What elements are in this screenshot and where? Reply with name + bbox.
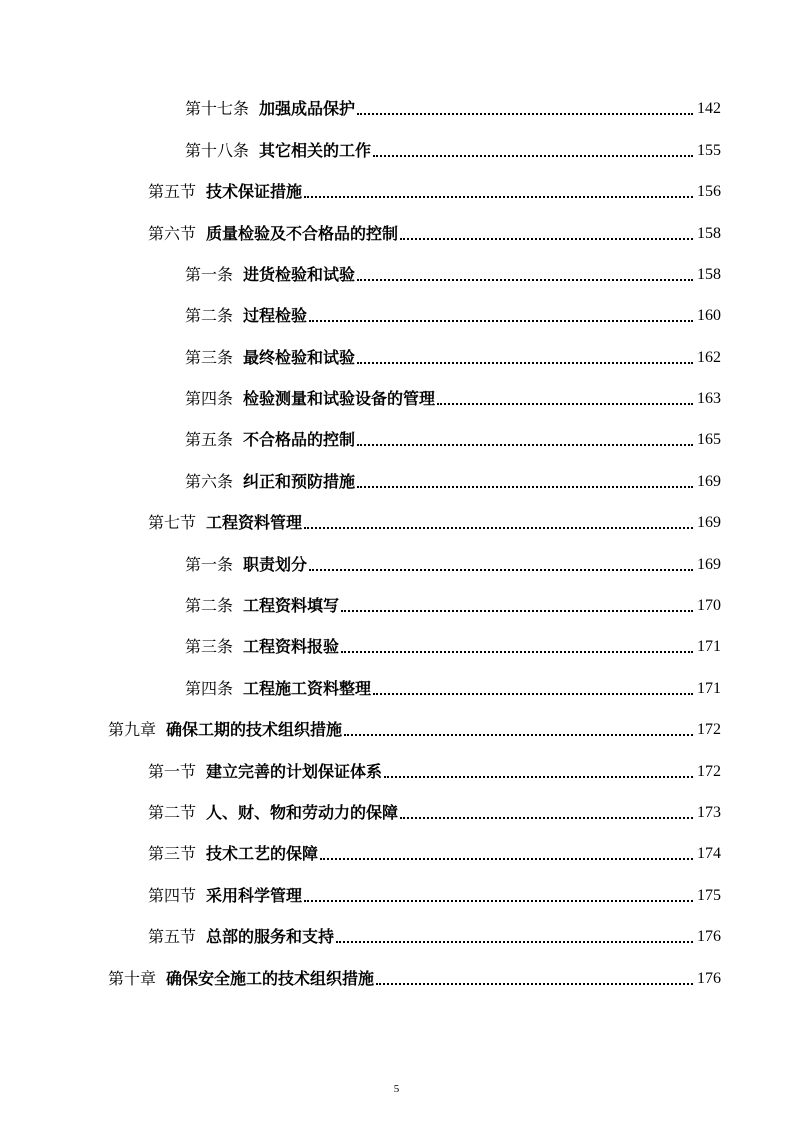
dot-leader	[357, 362, 693, 364]
toc-entry-page: 158	[697, 266, 721, 283]
toc-entry[interactable]	[185, 594, 721, 618]
toc-entry-page: 142	[697, 100, 721, 117]
toc-entry[interactable]	[185, 304, 721, 328]
toc-entry-title: 工程资料报验	[243, 637, 340, 656]
toc-entry-title: 工程施工资料整理	[243, 679, 372, 698]
dot-leader	[437, 403, 693, 405]
toc-entry[interactable]	[185, 470, 721, 494]
dot-leader	[304, 196, 693, 198]
toc-entry-page: 175	[697, 887, 721, 904]
toc-entry-number: 第三节	[148, 844, 197, 863]
toc-entry[interactable]	[148, 801, 721, 825]
toc-entry-page: 169	[697, 473, 721, 490]
toc-entry-number: 第二节	[148, 803, 197, 822]
toc-entry[interactable]	[185, 139, 721, 163]
dot-leader	[357, 486, 693, 488]
toc-entry-number: 第二条	[185, 306, 234, 325]
toc-entry[interactable]	[185, 635, 721, 659]
toc-entry-number: 第五节	[148, 182, 197, 201]
toc-entry-title: 其它相关的工作	[259, 141, 372, 160]
toc-entry-page: 173	[697, 804, 721, 821]
toc-entry-title: 工程资料填写	[243, 596, 340, 615]
dot-leader	[373, 155, 693, 157]
dot-leader	[400, 817, 693, 819]
toc-entry-number: 第六条	[185, 472, 234, 491]
toc-entry-page: 172	[697, 763, 721, 780]
toc-entry-page: 162	[697, 349, 721, 366]
dot-leader	[336, 941, 693, 943]
dot-leader	[400, 238, 693, 240]
dot-leader	[357, 113, 693, 115]
dot-leader	[373, 693, 693, 695]
toc-entry-number: 第十章	[108, 969, 157, 988]
dot-leader	[320, 858, 693, 860]
toc-entry[interactable]	[185, 263, 721, 287]
toc-entry[interactable]	[148, 760, 721, 784]
toc-entry[interactable]	[185, 553, 721, 577]
page-number: 5	[393, 1083, 400, 1095]
toc-entry-title: 职责划分	[243, 555, 308, 574]
toc-entry-page: 174	[697, 845, 721, 862]
toc-entry-title: 过程检验	[243, 306, 308, 325]
toc-entry-title: 人、财、物和劳动力的保障	[206, 803, 399, 822]
toc-entry-number: 第十八条	[185, 141, 250, 160]
toc-entry-number: 第二条	[185, 596, 234, 615]
dot-leader	[304, 900, 693, 902]
toc-entry[interactable]	[108, 967, 721, 991]
dot-leader	[376, 983, 693, 985]
toc-entry-number: 第九章	[108, 720, 157, 739]
toc-entry-page: 176	[697, 970, 721, 987]
toc-entry[interactable]	[185, 346, 721, 370]
toc-entry-number: 第六节	[148, 224, 197, 243]
toc-entry-number: 第一节	[148, 762, 197, 781]
toc-entry-number: 第三条	[185, 348, 234, 367]
toc-entry-page: 169	[697, 514, 721, 531]
dot-leader	[384, 776, 693, 778]
toc-entry-title: 纠正和预防措施	[243, 472, 356, 491]
toc-entry[interactable]	[185, 387, 721, 411]
toc-entry[interactable]	[108, 718, 721, 742]
toc-entry-number: 第十七条	[185, 99, 250, 118]
toc-entry-title: 采用科学管理	[206, 886, 303, 905]
toc-entry-number: 第四节	[148, 886, 197, 905]
toc-entry[interactable]	[148, 222, 721, 246]
dot-leader	[341, 651, 693, 653]
toc-entry-number: 第一条	[185, 555, 234, 574]
toc-entry-number: 第一条	[185, 265, 234, 284]
toc-entry-number: 第三条	[185, 637, 234, 656]
dot-leader	[304, 527, 693, 529]
toc-entry-title: 总部的服务和支持	[206, 927, 335, 946]
toc-entry-title: 检验测量和试验设备的管理	[243, 389, 436, 408]
dot-leader	[344, 734, 693, 736]
toc-entry-page: 156	[697, 183, 721, 200]
toc-entry[interactable]	[148, 842, 721, 866]
toc-entry-title: 技术保证措施	[206, 182, 303, 201]
dot-leader	[357, 279, 693, 281]
toc-entry-page: 165	[697, 431, 721, 448]
toc-entry[interactable]	[148, 511, 721, 535]
toc-entry-title: 确保工期的技术组织措施	[166, 720, 343, 739]
toc-entry-page: 172	[697, 721, 721, 738]
toc-entry-page: 169	[697, 556, 721, 573]
toc-entry-page: 163	[697, 390, 721, 407]
toc-entry[interactable]	[185, 428, 721, 452]
toc-entry[interactable]	[148, 925, 721, 949]
toc-entry-title: 建立完善的计划保证体系	[206, 762, 383, 781]
toc-entry[interactable]	[148, 884, 721, 908]
toc-entry-title: 技术工艺的保障	[206, 844, 319, 863]
toc-entry-title: 确保安全施工的技术组织措施	[166, 969, 375, 988]
toc-entry-number: 第五条	[185, 430, 234, 449]
toc-entry-title: 加强成品保护	[259, 99, 356, 118]
dot-leader	[309, 320, 693, 322]
toc-entry[interactable]	[185, 677, 721, 701]
toc-entry-number: 第四条	[185, 679, 234, 698]
toc-entry-title: 质量检验及不合格品的控制	[206, 224, 399, 243]
toc-entry-title: 工程资料管理	[206, 513, 303, 532]
dot-leader	[357, 444, 693, 446]
dot-leader	[309, 569, 693, 571]
toc-entry-page: 170	[697, 597, 721, 614]
toc-entry-number: 第七节	[148, 513, 197, 532]
toc-entry[interactable]	[185, 97, 721, 121]
toc-entry-title: 不合格品的控制	[243, 430, 356, 449]
toc-entry-page: 160	[697, 307, 721, 324]
toc-entry-page: 176	[697, 928, 721, 945]
dot-leader	[341, 610, 693, 612]
toc-entry[interactable]	[148, 180, 721, 204]
toc-entry-page: 171	[697, 680, 721, 697]
toc-entry-page: 158	[697, 225, 721, 242]
toc-entry-page: 155	[697, 142, 721, 159]
toc-entry-number: 第四条	[185, 389, 234, 408]
toc-entry-title: 最终检验和试验	[243, 348, 356, 367]
toc-entry-number: 第五节	[148, 927, 197, 946]
toc-entry-title: 进货检验和试验	[243, 265, 356, 284]
toc-entry-page: 171	[697, 638, 721, 655]
